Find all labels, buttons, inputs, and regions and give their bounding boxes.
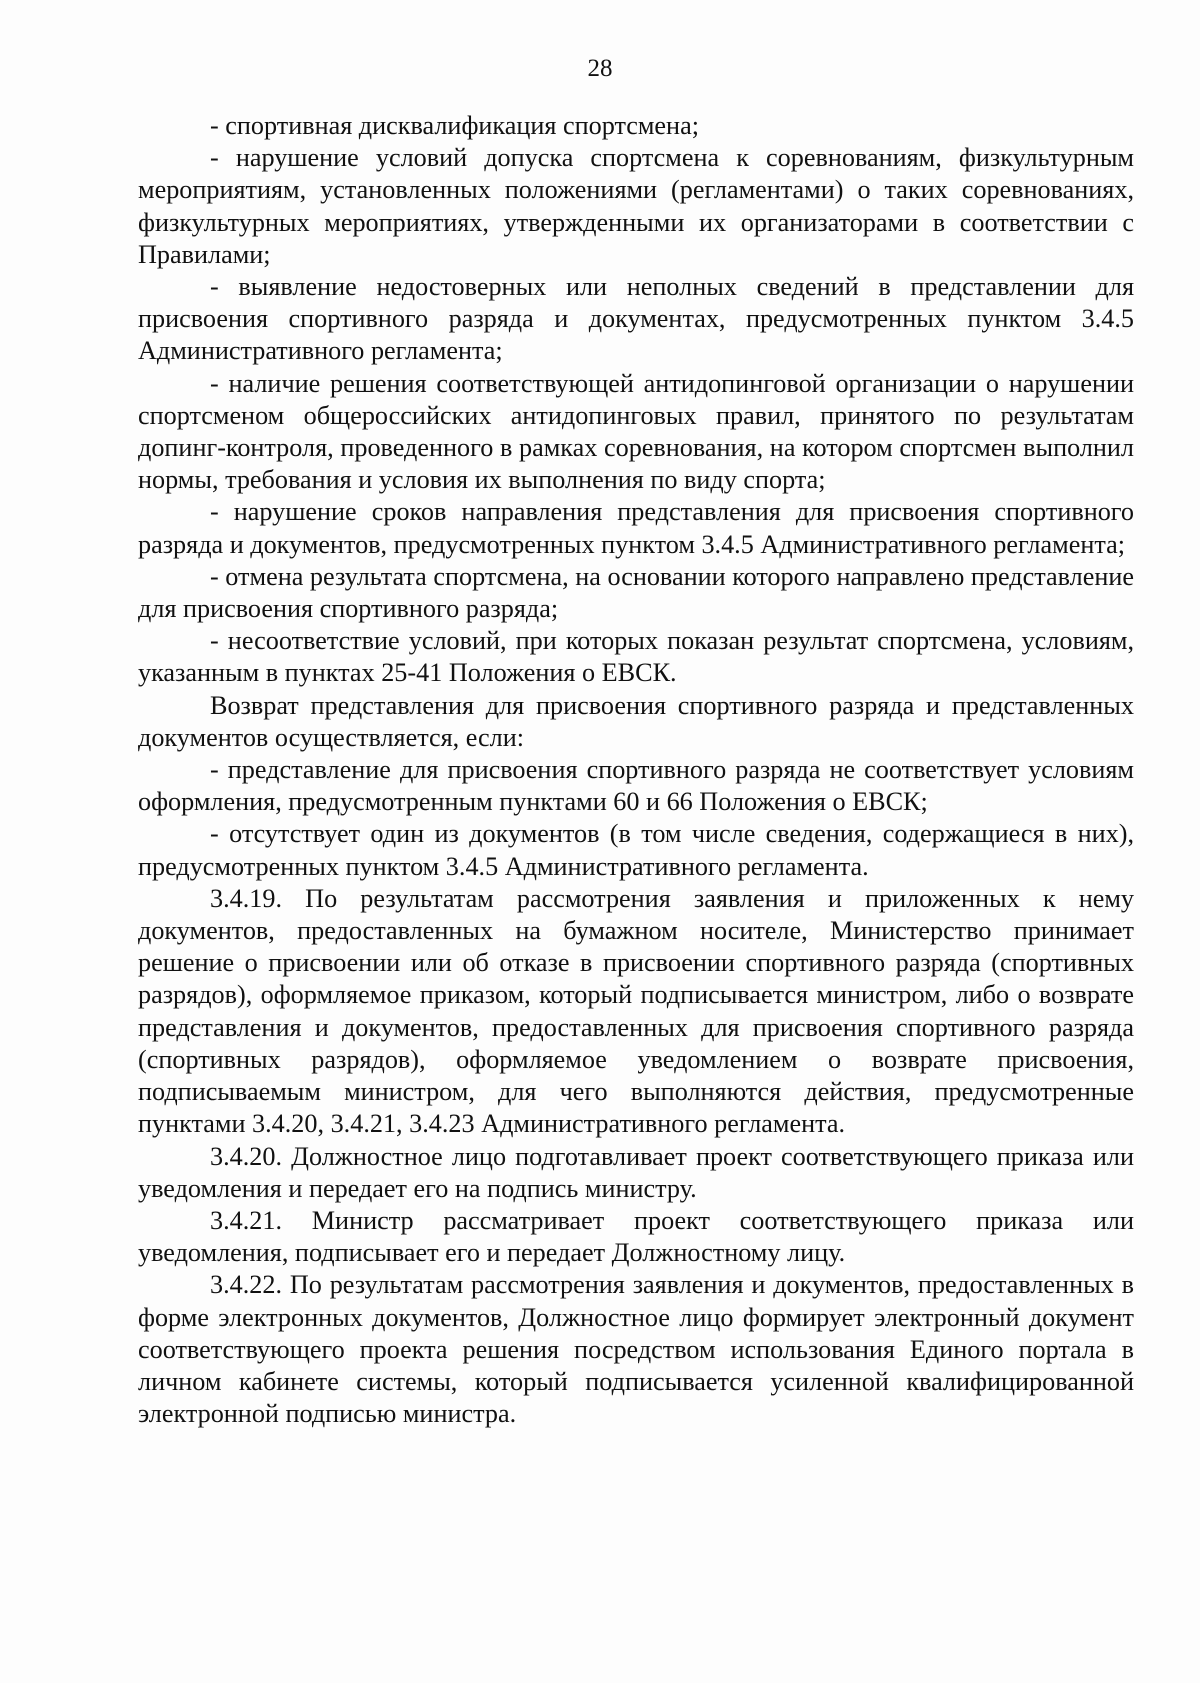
paragraph-return-format: - представление для присвоения спортивного разряда не соответствует условиям оформления, предусмотренным пунктами 60 и 66 Положения о ЕВСК; — [138, 755, 1134, 817]
paragraph-inaccurate-info: - выявление недостоверных или неполных сведений в представлении для присвоения спортивного разряда и документах, предусмотренных пунктом 3.4.5 Административного регламента; — [138, 272, 1134, 366]
page-number: 28 — [587, 55, 613, 82]
paragraph-conditions-mismatch: - несоответствие условий, при которых показан результат спортсмена, условиям, указанным в пунктах 25-41 Положения о ЕВСК. — [138, 626, 1134, 688]
paragraph-disqualification: - спортивная дисквалификация спортсмена; — [210, 111, 699, 140]
paragraph-3-4-20: 3.4.20. Должностное лицо подготавливает проект соответствующего приказа или уведомления и передает его на подпись министру. — [138, 1141, 1134, 1203]
paragraph-3-4-21: 3.4.21. Министр рассматривает проект соответствующего приказа или уведомления, подписывает его и передает Должностному лицу. — [138, 1205, 1134, 1268]
paragraph-admission-violation: - нарушение условий допуска спортсмена к соревнованиям, физкультурным мероприятиям, установленных положениями (регламентами) о таких соревнованиях, физкультурных мероприятиях, утвержденными их организаторами в соответствии с Правилами; — [138, 143, 1134, 269]
paragraph-return-intro: Возврат представления для присвоения спортивного разряда и представленных документов осуществляется, если: — [138, 690, 1134, 752]
paragraph-return-missing-docs: - отсутствует один из документов (в том числе сведения, содержащиеся в них), предусмотренных пунктом 3.4.5 Административного регламента. — [138, 819, 1134, 881]
paragraph-3-4-22: 3.4.22. По результатам рассмотрения заявления и документов, предоставленных в форме электронных документов, Должностное лицо формирует электронный документ соответствующего проекта решения посредством использования Единого портала в личном кабинете системы, который подписывается усиленной квалифицированной электронной подписью министра. — [138, 1270, 1134, 1429]
paragraph-result-cancellation: - отмена результата спортсмена, на основании которого направлено представление для присвоения спортивного разряда; — [138, 561, 1134, 624]
paragraph-deadline-violation: - нарушение сроков направления представления для присвоения спортивного разряда и документов, предусмотренных пунктом 3.4.5 Административного регламента; — [138, 497, 1134, 559]
paragraph-3-4-19: 3.4.19. По результатам рассмотрения заявления и приложенных к нему документов, предоставленных на бумажном носителе, Министерство принимает решение о присвоении или об отказе в присвоении спортивного разряда (спортивных разрядов), оформляемое приказом, который подписывается министром, либо о возврате представления и документов, предоставленных для присвоения спортивного разряда (спортивных разрядов), оформляемое уведомлением о возврате присвоения, подписываемым министром, для чего выполняются действия, предусмотренные пунктами 3.4.20, 3.4.21, 3.4.23 Административного регламента. — [138, 883, 1134, 1139]
paragraph-antidoping-decision: - наличие решения соответствующей антидопинговой организации о нарушении спортсменом общероссийских антидопинговых правил, принятого по результатам допинг-контроля, проведенного в рамках соревнования, на котором спортсмен выполнил нормы, требования и условия их выполнения по виду спорта; — [138, 368, 1134, 495]
document-body — [138, 110, 1134, 1430]
